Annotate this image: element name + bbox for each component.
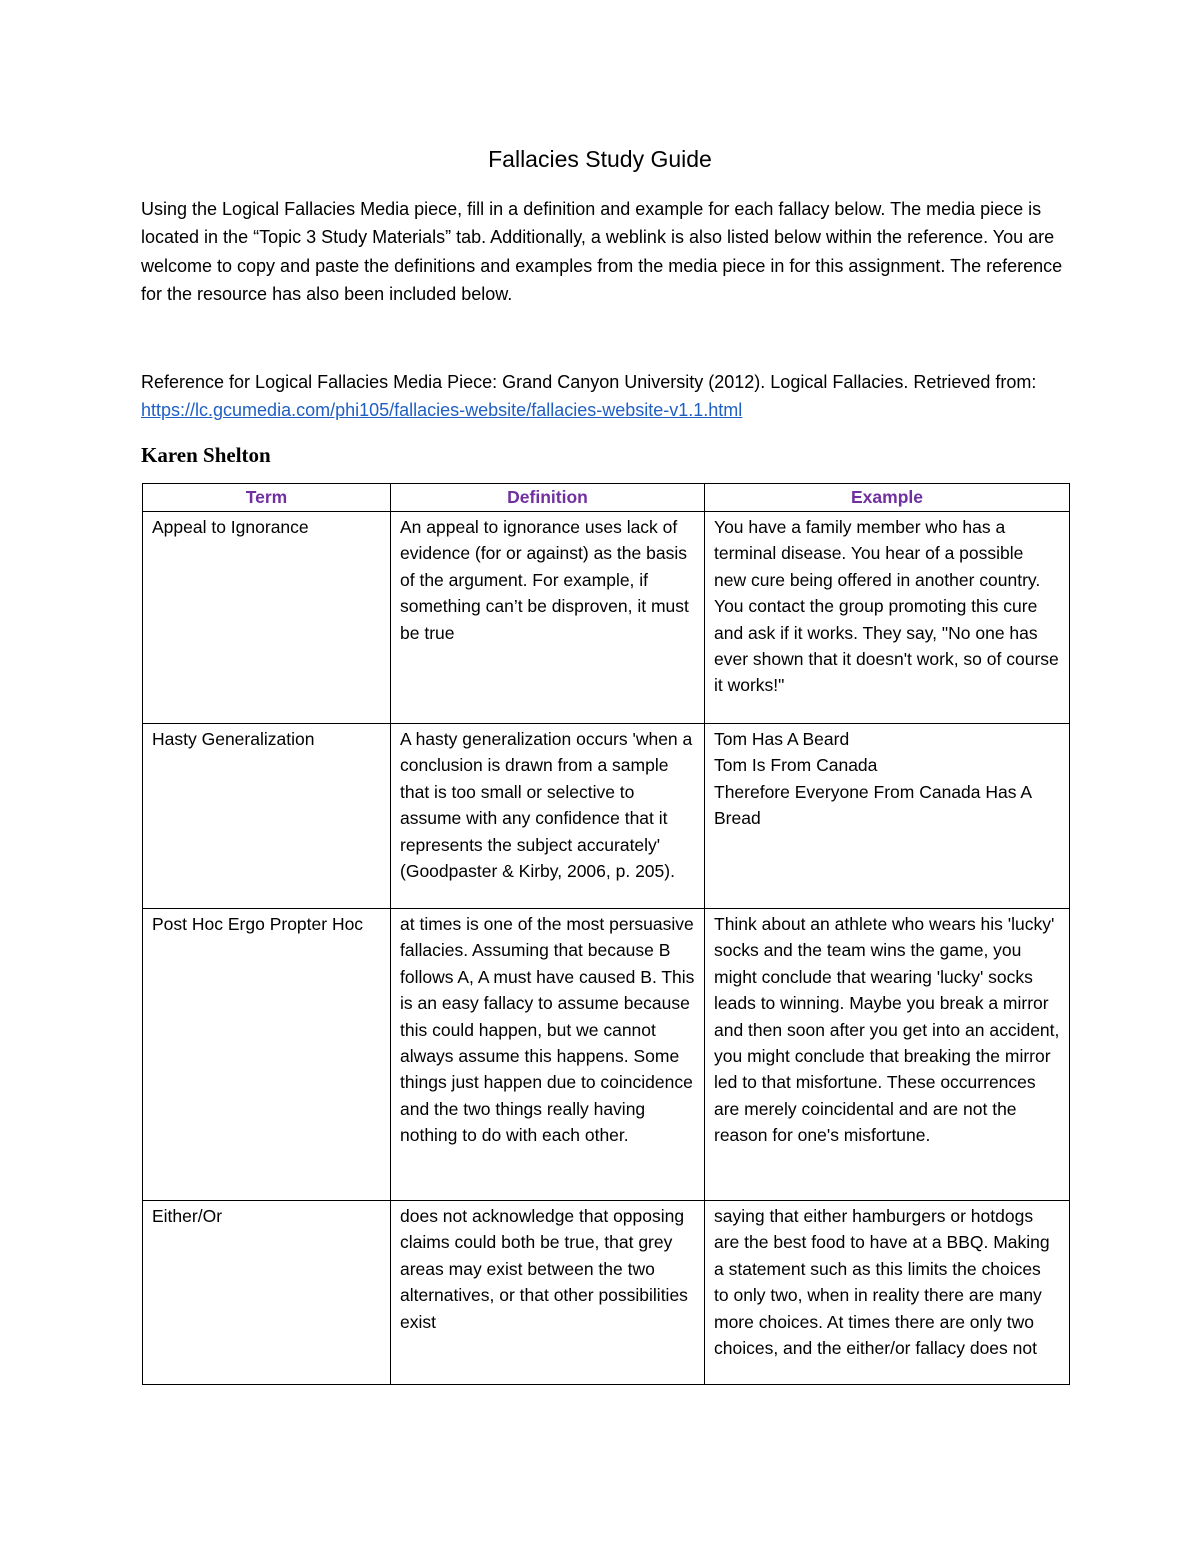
example-line: Therefore Everyone From Canada Has A Bread xyxy=(714,781,1032,829)
term-cell: Either/Or xyxy=(143,1201,391,1385)
table-row xyxy=(143,909,1070,1201)
instructions-paragraph: Using the Logical Fallacies Media piece, fill in a definition and example for each fallacy below. The media piece is located in the “Topic 3 Study Materials” tab. Additionally, a weblink is also listed below within the reference. You are welcome to copy and paste the definitions and examples from the media piece in for this assignment. The reference for the resource has also been included below. xyxy=(141,199,1063,305)
page-title: Fallacies Study Guide xyxy=(488,146,712,172)
term-cell: Appeal to Ignorance xyxy=(143,512,391,724)
author-name: Karen Shelton xyxy=(141,443,271,467)
term-cell: Post Hoc Ergo Propter Hoc xyxy=(143,909,391,1201)
example-cell: Think about an athlete who wears his 'lucky' socks and the team wins the game, you might conclude that wearing 'lucky' socks leads to winning. Maybe you break a mirror and then soon after you get into an accident, you might conclude that breaking the mirror led to that misfortune. These occurrences are merely coincidental and are not the reason for one's misfortune. xyxy=(705,909,1070,1201)
example-line: Tom Is From Canada xyxy=(714,755,878,776)
table-row xyxy=(143,512,1070,724)
example-line: Tom Has A Beard xyxy=(714,729,850,749)
definition-cell: at times is one of the most persuasive fallacies. Assuming that because B follows A, A must have caused B. This is an easy fallacy to assume because this could happen, but we cannot always assume this happens. Some things just happen due to coincidence and the two things really having nothing to do with each other. xyxy=(391,909,705,1201)
reference-paragraph xyxy=(141,368,1066,425)
table-row xyxy=(143,724,1070,909)
header-term: Term xyxy=(143,484,391,512)
example-cell xyxy=(705,724,1070,909)
definition-cell: does not acknowledge that opposing claims could both be true, that grey areas may exist between the two alternatives, or that other possibilities exist xyxy=(391,1201,705,1385)
reference-link[interactable]: https://lc.gcumedia.com/phi105/fallacies-website/fallacies-website-v1.1.html xyxy=(141,400,743,421)
table-row xyxy=(143,1201,1070,1385)
term-cell: Hasty Generalization xyxy=(143,724,391,909)
reference-text: Reference for Logical Fallacies Media Piece: Grand Canyon University (2012). Logical Fallacies. Retrieved from: xyxy=(141,372,1037,392)
fallacies-table xyxy=(142,483,1070,1385)
example-cell: saying that either hamburgers or hotdogs are the best food to have at a BBQ. Making a statement such as this limits the choices to only two, when in reality there are many more choices. At times there are only two choices, and the either/or fallacy does not xyxy=(705,1201,1070,1385)
table-header-row xyxy=(143,484,1070,512)
header-definition: Definition xyxy=(391,484,705,512)
example-cell: You have a family member who has a terminal disease. You hear of a possible new cure being offered in another country. You contact the group promoting this cure and ask if it works. They say, "No one has ever shown that it doesn't work, so of course it works!" xyxy=(705,512,1070,724)
header-example: Example xyxy=(705,484,1070,512)
definition-cell: A hasty generalization occurs 'when a conclusion is drawn from a sample that is too small or selective to assume with any confidence that it represents the subject accurately' (Goodpaster & Kirby, 2006, p. 205). xyxy=(391,724,705,909)
definition-cell: An appeal to ignorance uses lack of evidence (for or against) as the basis of the argument. For example, if something can’t be disproven, it must be true xyxy=(391,512,705,724)
